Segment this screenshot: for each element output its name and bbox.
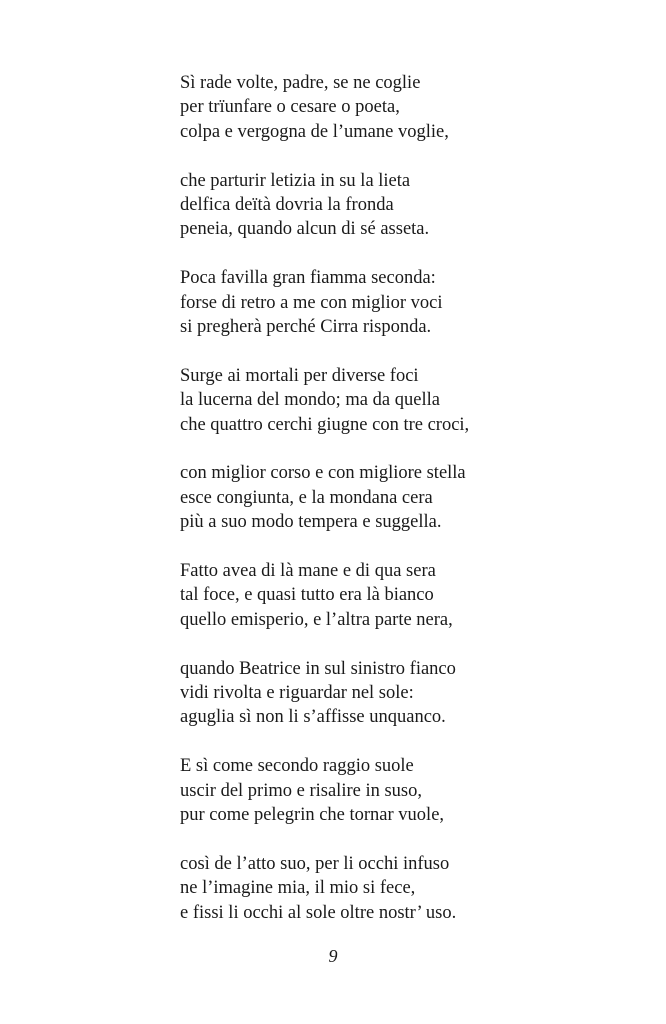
verse-line: peneia, quando alcun di sé asseta. [180, 219, 430, 240]
verse-line: uscir del primo e risalire in suso, [180, 780, 422, 801]
verse-line: colpa e vergogna de l’umane voglie, [180, 121, 449, 142]
verse-line: Sì rade volte, padre, se ne coglie [180, 73, 421, 93]
verse-line: vidi rivolta e riguardar nel sole: [180, 683, 414, 704]
stanza-2 [180, 169, 640, 242]
verse-line: Fatto avea di là mane e di qua sera [180, 561, 436, 582]
stanza-9 [180, 852, 640, 925]
verse-line: tal foce, e quasi tutto era là bianco [180, 585, 434, 606]
page-number: 9 [328, 946, 338, 966]
verse-line: esce congiunta, e la mondana cera [180, 487, 433, 508]
verse-line: forse di retro a me con miglior voci [180, 292, 443, 313]
verse-line: con miglior corso e con migliore stella [180, 463, 466, 484]
stanza-6 [180, 559, 640, 632]
verse-line: che parturir letizia in su la lieta [180, 170, 411, 191]
verse-line: e fissi li occhi al sole oltre nostr’ uso. [180, 902, 457, 923]
verse-line: quando Beatrice in sul sinistro fianco [180, 658, 456, 679]
verse-line: delfica deïtà dovria la fronda [180, 195, 394, 216]
verse-line: pur come pelegrin che tornar vuole, [180, 805, 445, 826]
verse-line: la lucerna del mondo; ma da quella [180, 390, 440, 411]
stanza-1 [180, 71, 640, 144]
stanza-8 [180, 754, 640, 827]
verse-line: E sì come secondo raggio suole [180, 756, 414, 777]
verse-line: ne l’imagine mia, il mio si fece, [180, 878, 416, 899]
stanza-4 [180, 364, 640, 437]
stanza-7 [180, 657, 640, 730]
verse-line: per trïunfare o cesare o poeta, [180, 97, 400, 118]
verse-line: che quattro cerchi giugne con tre croci, [180, 414, 470, 435]
stanza-3 [180, 266, 640, 339]
stanza-5 [180, 461, 640, 534]
verse-line: aguglia sì non li s’affisse unquanco. [180, 707, 446, 728]
verse-line: Surge ai mortali per diverse foci [180, 365, 419, 386]
poem-text [180, 71, 640, 949]
verse-line: quello emisperio, e l’altra parte nera, [180, 609, 453, 630]
verse-line: così de l’atto suo, per li occhi infuso [180, 853, 450, 874]
verse-line: Poca favilla gran fiamma seconda: [180, 268, 436, 289]
verse-line: si pregherà perché Cirra risponda. [180, 317, 432, 338]
verse-line: più a suo modo tempera e suggella. [180, 512, 442, 533]
